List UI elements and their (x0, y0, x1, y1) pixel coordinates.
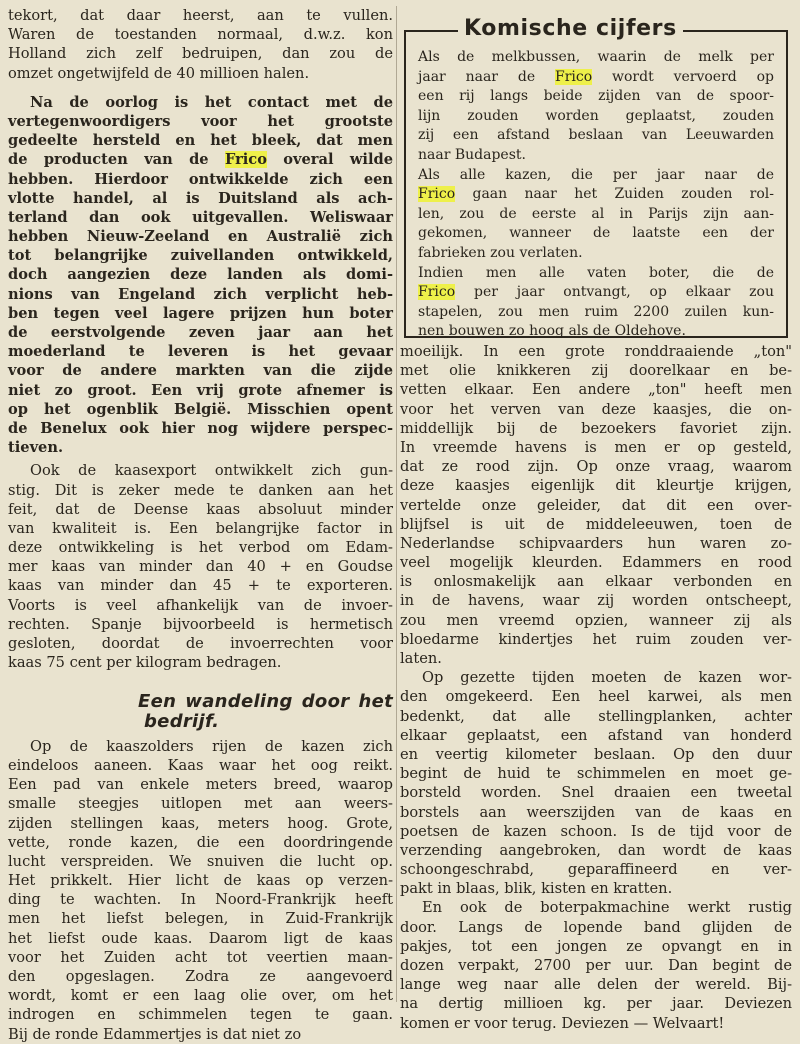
text-line: en veertig kilometer beslaan. Op den duur (400, 745, 792, 763)
text-line: moeilijk. In een grote ronddraaiende „ton" (400, 343, 792, 360)
text-line: een rij langs beide zijden van de spoor- (418, 88, 774, 105)
text-line: lucht verspreiden. We snuiven die lucht op. (8, 852, 393, 870)
text-line: van kwaliteit is. Een belangrijke factor in (8, 519, 393, 537)
text-line: in de havens, waar zij worden ontscheept, (400, 592, 792, 610)
text-line: pakjes, tot een jongen ze opvangt en in (400, 937, 792, 955)
text-line: Nederlandse schipvaarders hun waren zo- (400, 534, 792, 552)
text-line: smalle steegjes uitlopen met aan weers- (8, 795, 393, 813)
text-line: ben tegen veel lagere prijzen hun boter (8, 304, 393, 322)
text-line: Op de kaaszolders rijen de kazen zich (30, 737, 393, 755)
paragraph-kaaszolders (8, 737, 393, 1044)
text-line: is onlosmakelijk aan elkaar verbonden en (400, 573, 792, 591)
text-line: met olie knikkeren zij doorelkaar en be- (400, 362, 792, 380)
inset-title-bar (400, 14, 792, 42)
text-line: zij een afstand beslaan van Leeuwarden (418, 127, 774, 144)
text-line: len, zou de eerste al in Parijs zijn aan- (418, 205, 774, 222)
text-line: na dertig millioen kg. per jaar. Deviezen (400, 995, 792, 1013)
text-line: tekort, dat daar heerst, aan te vullen. (8, 7, 393, 24)
inset-text (418, 48, 774, 342)
text-line: door. Langs de lopende band glijden de (400, 918, 792, 936)
text-line: hebben Nieuw-Zeeland en Australië zich (8, 228, 393, 246)
text-line: Ook de kaasexport ontwikkelt zich gun- (30, 462, 393, 480)
text-line: deze kaasjes eigenlijk dit kleurtje krijgen, (400, 477, 792, 495)
text-line: omzet ongetwijfeld de 40 millioen halen. (8, 64, 310, 82)
text-line: vlotte handel, al is Duitsland als ach- (8, 189, 393, 207)
paragraph-ton (400, 342, 792, 668)
text-line: middellijk bij de bezoekers favoriet zijn. (400, 419, 792, 437)
text-line: tieven. (8, 439, 64, 457)
paragraph-cheese-export (8, 461, 393, 672)
left-column (8, 6, 393, 1044)
text-line: Holland zich zelf bedruipen, dan zou de (8, 45, 393, 63)
text-line: op het ogenblik België. Misschien opent (8, 400, 393, 418)
paragraph-omkeren (400, 668, 792, 898)
text-line: het liefst oude kaas. Daarom ligt de kaas (8, 929, 393, 947)
text-line: indrogen en schimmelen tegen te gaan. (8, 1006, 393, 1024)
text-line: Voorts is veel afhankelijk van de invoer- (8, 596, 393, 614)
highlight-frico: Frico (554, 68, 593, 85)
text-line: naar Budapest. (418, 146, 526, 163)
text-line: mer kaas van minder dan 40 + en Goudse (8, 558, 393, 576)
text-line: vette, ronde kazen, die een doordringende (8, 833, 393, 851)
paragraph-after-war (8, 93, 393, 458)
subheading-bedrijf: bedrijf. (144, 710, 220, 732)
text-line: Als alle kazen, die per jaar naar de (418, 166, 774, 183)
text-line: borstels aan weerszijden van de kaas en (400, 803, 792, 821)
text-line: laten. (400, 650, 442, 667)
text-line: vertegenwoordigers voor het grootste (8, 112, 393, 130)
text-line: gedeelte hersteld en het bleek, dat men (8, 132, 393, 150)
text-line: dat ze rood zijn. Op onze vraag, waarom (400, 458, 792, 476)
text-line: kaas 75 cent per kilogram bedragen. (8, 654, 282, 672)
text-line: kaas van minder dan 45 + te exporteren. (8, 577, 393, 595)
paragraph-export-intro (8, 6, 393, 83)
text-line: In vreemde havens is men er op gesteld, (400, 438, 792, 456)
text-line: verzending aangebroken, dan wordt de kaas (400, 841, 792, 859)
text-line: veel mogelijk kleurden. Edammers en rood (400, 554, 792, 572)
text-line: borsteld worden. Snel draaien een tweetal (400, 784, 792, 802)
text-line: En ook de boterpakmachine werkt rustig (422, 899, 792, 917)
column-divider (396, 6, 397, 1002)
text-line: Het prikkelt. Hier licht de kaas op verzen- (8, 872, 393, 890)
text-line: begint de huid te schimmelen en moet ge- (400, 765, 792, 783)
text-line: ding te wachten. In Noord-Frankrijk heeft (8, 891, 393, 909)
text-line: lijn zouden worden geplaatst, zouden (418, 107, 774, 124)
text-line: voor het Zuiden acht tot veertien maan- (8, 948, 393, 966)
text-line: lange weg naar alle delen der wereld. Bij- (400, 976, 792, 994)
text-line: poetsen de kazen schoon. Is de tijd voor de (400, 822, 792, 840)
text-line: de Benelux ook hier nog wijdere perspec- (8, 419, 393, 437)
text-line: Waren de toestanden normaal, d.w.z. kon (8, 26, 393, 44)
text-line: feit, dat de Deense kaas absoluut minder (8, 500, 393, 518)
text-line: vetten elkaar. Een andere „ton" heeft men (400, 381, 792, 399)
text-line: Als de melkbussen, waarin de melk per (418, 49, 774, 65)
text-line: dozen verpakt, 2700 per uur. Dan begint de (400, 957, 792, 974)
highlight-frico: Frico (418, 284, 456, 301)
text-line: Bij de ronde Edammertjes is dat niet zo (8, 1025, 302, 1043)
text-line: komen er voor terug. Deviezen — Welvaart! (400, 1014, 725, 1032)
text-line: wordt, komt er een laag olie over, om het (8, 987, 393, 1005)
text-line: elkaar geplaatst, een afstand van honderd (400, 726, 792, 744)
text-line: jaar naar de Frico wordt vervoerd op (418, 68, 774, 85)
right-column (400, 342, 792, 1033)
text-line: tot belangrijke zuivellanden ontwikkeld, (8, 247, 393, 265)
text-line: deze ontwikkeling is het verbod om Edam- (8, 539, 393, 557)
text-line: fabrieken zou verlaten. (418, 244, 583, 261)
paragraph-boterpak (400, 898, 792, 1032)
text-line: eindeloos aaneen. Kaas waar het oog reikt. (8, 756, 393, 774)
text-line: men het liefst belegen, in Zuid-Frankrijk (8, 910, 393, 928)
subheading-wandeling: Een wandeling door het (138, 691, 393, 713)
text-line: den opgeslagen. Zodra ze aangevoerd (8, 968, 393, 985)
text-line: stig. Dit is zeker mede te danken aan het (8, 481, 393, 499)
text-line: zijden stellingen kaas, meters hoog. Grote, (8, 814, 393, 832)
text-line: blijfsel is uit de middeleeuwen, toen de (400, 515, 792, 533)
text-line: Op gezette tijden moeten de kazen wor- (422, 669, 792, 687)
text-line: schoongeschrabd, geparaffineerd en ver- (400, 861, 792, 879)
text-line: vertelde onze geleider, dat dit een over- (400, 496, 792, 514)
text-line: gesloten, doordat de invoerrechten voor (8, 635, 393, 652)
text-line: nen bouwen zo hoog als de Oldehove. (418, 323, 686, 340)
text-line: Een pad van enkele meters breed, waarop (8, 776, 393, 794)
text-line: Frico gaan naar het Zuiden zouden rol- (418, 186, 774, 203)
text-line: den omgekeerd. Een heel karwei, als men (400, 688, 792, 706)
text-line: hebben. Hierdoor ontwikkelde zich een (8, 170, 393, 188)
text-line: Indien men alle vaten boter, die de (418, 264, 774, 281)
text-line: de producten van de Frico overal wilde (8, 151, 393, 169)
highlight-frico: Frico (418, 186, 456, 203)
text-line: bloedarme kindertjes het ruim zouden ver- (400, 630, 792, 648)
inset-title: Komische cijfers (458, 14, 683, 44)
text-line: gekomen, wanneer de laatste een der (418, 225, 774, 242)
text-line: terland dan ook uitgevallen. Weliswaar (8, 208, 393, 226)
text-line: voor de andere markten van die zijde (8, 362, 393, 380)
text-line: pakt in blaas, blik, kisten en kratten. (400, 880, 673, 898)
text-line: Frico per jaar ontvangt, op elkaar zou (418, 284, 774, 301)
text-line: voor het verven van deze kaasjes, die on- (400, 400, 792, 418)
text-line: niet zo groot. Een vrij grote afnemer is (8, 381, 393, 399)
highlight-frico: Frico (224, 151, 267, 169)
text-line: stapelen, zou men ruim 2200 zuilen kun- (418, 303, 774, 320)
text-line: Na de oorlog is het contact met de (30, 93, 393, 111)
text-line: de eerstvolgende zeven jaar aan het (8, 324, 393, 341)
text-line: moederland te leveren is het gevaar (8, 343, 393, 361)
text-line: zou men vreemd opzien, wanneer zij als (400, 611, 792, 629)
text-line: doch aangezien deze landen als domi- (8, 266, 393, 284)
text-line: bedenkt, dat alle stellingplanken, achter (400, 707, 792, 725)
text-line: rechten. Spanje bijvoorbeeld is hermetisch (8, 615, 393, 633)
text-line: nions van Engeland zich verplicht heb- (8, 285, 393, 303)
